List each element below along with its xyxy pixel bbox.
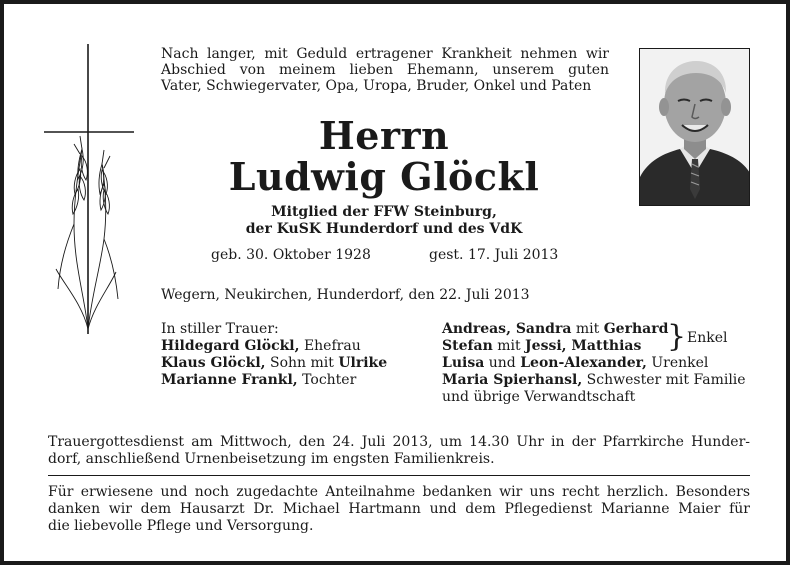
mourner-role: Sohn mit (265, 355, 339, 371)
thanks-line: danken wir dem Hausarzt Dr. Michael Hartmann und dem Pflegedienst Marianne Maier für (48, 501, 750, 517)
portrait-photo (639, 48, 750, 206)
service-line: dorf, anschließend Urnenbeisetzung im engsten Familienkreis. (48, 451, 495, 467)
mourner-partner: Gerhard (603, 321, 669, 337)
mourner-name: Stefan (442, 338, 493, 354)
mourner-row: und übrige Verwandtschaft (442, 389, 636, 405)
mourner-row (442, 355, 746, 372)
mourner-name: Klaus Glöckl, (161, 355, 266, 371)
connector: mit (492, 338, 526, 354)
mourner-row (161, 355, 387, 372)
mourner-row (442, 372, 746, 389)
mourner-partner: Jessi, Matthias (525, 338, 642, 354)
connector: und (484, 355, 521, 371)
intro-text (161, 46, 609, 94)
mourner-role: Schwester mit Familie (582, 372, 746, 388)
divider (48, 475, 750, 476)
intro-line: Abschied von meinem lieben Ehemann, unserem guten (161, 62, 609, 78)
service-line: Trauergottesdienst am Mittwoch, den 24. Juli 2013, um 14.30 Uhr in der Pfarrkirche Hunder- (48, 434, 750, 450)
mourner-partner: Leon-Alexander, (520, 355, 647, 371)
cross-with-wheat-icon (44, 44, 134, 344)
grandchildren-brace: } (667, 319, 687, 354)
mourner-name: Maria Spierhansl, (442, 372, 583, 388)
deceased-name-block (154, 113, 614, 199)
birth-date: geb. 30. Oktober 1928 (211, 247, 371, 263)
mourner-name: Hildegard Glöckl, (161, 338, 300, 354)
deceased-name: Ludwig Glöckl (228, 154, 540, 199)
mourner-name: Andreas, Sandra (442, 321, 572, 337)
mourner-name: Marianne Frankl, (161, 372, 298, 388)
funeral-service-text (48, 434, 750, 468)
mourner-role: Tochter (297, 372, 357, 388)
mourner-role: Urenkel (646, 355, 709, 371)
mourner-role: Ehefrau (299, 338, 361, 354)
death-date: gest. 17. Juli 2013 (429, 247, 559, 263)
thanks-text (48, 484, 750, 535)
intro-line: Nach langer, mit Geduld ertragener Krankheit nehmen wir (161, 46, 609, 62)
mourner-row (161, 338, 387, 355)
thanks-line: die liebevolle Pflege und Versorgung. (48, 518, 314, 534)
connector: mit (571, 321, 604, 337)
mourners-heading: In stiller Trauer: (161, 321, 279, 337)
mourner-row (161, 372, 387, 389)
honorific: Herrn (318, 113, 450, 158)
place-date: Wegern, Neukirchen, Hunderdorf, den 22. Juli 2013 (161, 287, 530, 303)
intro-line: Vater, Schwiegervater, Opa, Uropa, Bruder, Onkel und Paten (161, 78, 592, 94)
grandchildren-label: Enkel (687, 330, 728, 346)
mourners-left (161, 321, 387, 389)
membership-line: Mitglied der FFW Steinburg, (271, 204, 497, 220)
mourner-name: Luisa (442, 355, 485, 371)
membership-line: der KuSK Hunderdorf und des VdK (245, 221, 523, 237)
thanks-line: Für erwiesene und noch zugedachte Anteilnahme bedanken wir uns recht herzlich. Besonders (48, 484, 750, 500)
membership-text (154, 204, 614, 238)
mourner-partner: Ulrike (338, 355, 388, 371)
